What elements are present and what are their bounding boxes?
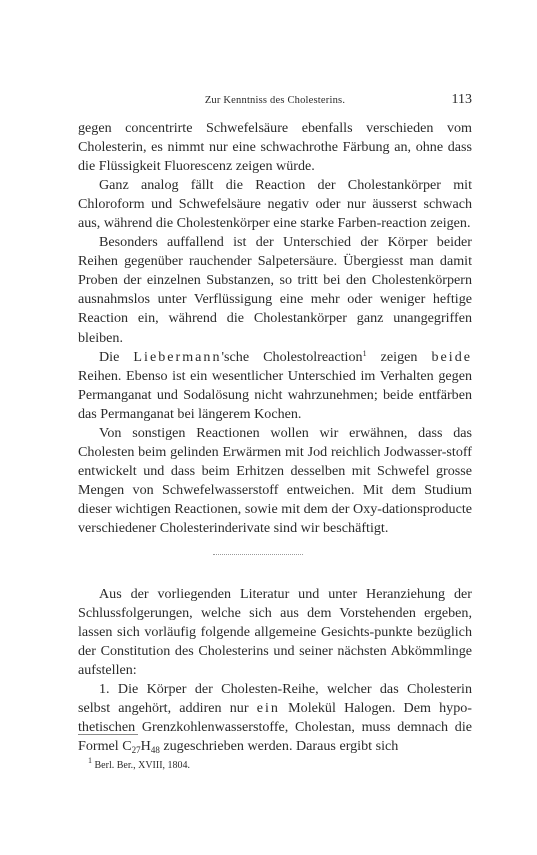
formula-subscript: 27: [131, 745, 141, 756]
footnote: [88, 756, 191, 771]
page-number: 113: [451, 92, 472, 107]
page-header: [78, 92, 472, 112]
paragraph-7-text-d: zugeschrieben werden. Daraus ergibt sich: [159, 738, 399, 755]
paragraph-2: Ganz analog fällt die Reaction der Cholestankörper mit Chloroform und Schwefelsäure negativ oder nur äusserst schwach aus, während die Cholestenkörper eine starke Farben-reaction zeigen.: [78, 177, 472, 232]
footnote-number: 1: [88, 756, 92, 765]
running-title: Zur Kenntniss des Cholesterins.: [204, 95, 346, 106]
footnote-reference: 1: [362, 348, 367, 358]
paragraph-7-text-a: 1. Die Körper der Cholesten-Reihe, welcher das Cholesterin selbst angehört, addiren nur: [78, 681, 472, 717]
paragraph-1: gegen concentrirte Schwefelsäure ebenfalls verschieden vom Cholesterin, es nimmt nur eine schwachrothe Färbung an, ohne dass die Flüssigkeit Fluorescenz zeigen würde.: [78, 120, 472, 175]
body-text: [78, 119, 472, 756]
emphasis-spaced: ein: [256, 700, 280, 717]
paragraph-7-text-b: Molekül Halogen. Dem hypo-thetischen Grenzkohlenwasserstoffe, Cholestan, muss demnach die Formel C: [78, 700, 473, 755]
paragraph-6: Aus der vorliegenden Literatur und unter Heranziehung der Schlussfolgerungen, welche sich aus dem Vorstehenden ergeben, lassen sich vorläufig folgende allgemeine Gesichts-punkte bezüglich der Constitution des Cholesterins und seiner nächsten Abkömmlinge aufstellen:: [78, 586, 472, 679]
footnote-text: Berl. Ber., XVIII, 1804.: [94, 760, 191, 771]
paragraph-3: Besonders auffallend ist der Unterschied der Körper beider Reihen gegenüber rauchender Salpetersäure. Übergiesst man damit Proben der einzelnen Substanzen, so tritt bei den Cholestenkörpern ausnahmslos unter Verflüssigung eine mehr oder weniger heftige Reaction ein, während die Cholestankörper ganz unangegriffen bleiben.: [78, 234, 472, 346]
paragraph-4-text-d: Reihen. Ebenso ist ein wesentlicher Unterschied im Verhalten gegen Permanganat und Sodalösung nicht wahrzunehmen; beide entfärben das Permanganat bei längerem Kochen.: [78, 367, 472, 422]
paragraph-7-text-c: H: [140, 738, 151, 755]
paragraph-4: [78, 348, 472, 424]
formula-subscript: 48: [150, 745, 160, 756]
footnote-rule: [78, 734, 138, 735]
paragraph-7: [78, 680, 472, 756]
paragraph-4-text-c: zeigen: [366, 348, 432, 365]
paragraph-5: Von sonstigen Reactionen wollen wir erwähnen, dass das Cholesten beim gelinden Erwärmen mit Jod reichlich Jodwasser-stoff entwickelt und dass beim Erhitzen desselben mit Schwefel grosse Mengen von Schwefelwasserstoff entweichen. Mit dem Studium dieser wichtigen Reactionen, sowie mit dem der Oxy-dationsproducte verschiedener Cholesterinderivate sind wir beschäftigt.: [78, 424, 472, 536]
paragraph-4-text-a: Die: [99, 348, 134, 365]
paragraph-4-text-b: 'sche Cholestolreaction: [221, 348, 363, 365]
emphasis-spaced: beide: [431, 348, 473, 365]
author-name-spaced: Liebermann: [133, 348, 222, 365]
